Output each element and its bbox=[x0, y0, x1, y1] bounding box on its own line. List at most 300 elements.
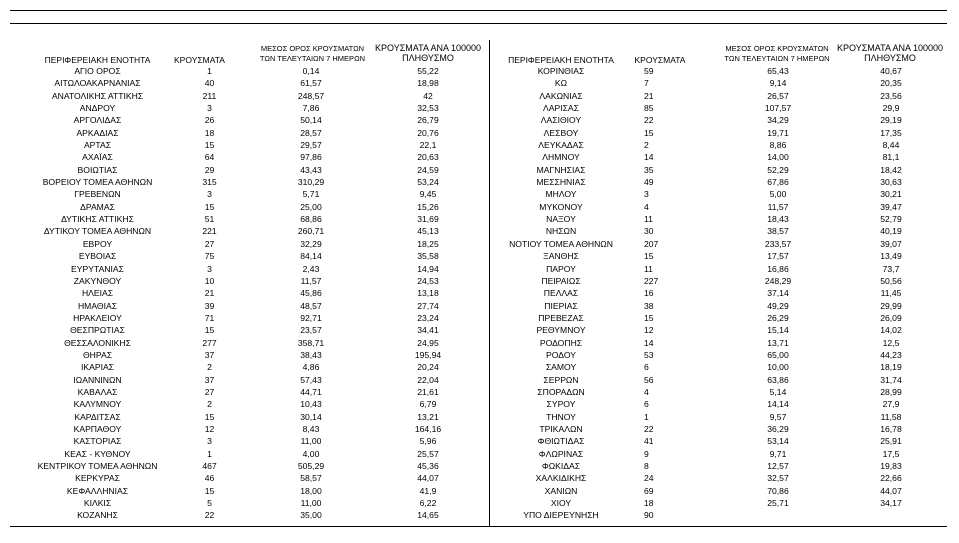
avg-cell: 19,71 bbox=[767, 127, 789, 138]
cases-cell: 15 bbox=[204, 485, 215, 496]
per100k-cell: 18,25 bbox=[417, 238, 439, 249]
per100k-cell: 20,35 bbox=[880, 78, 902, 89]
per100k-cell: 195,94 bbox=[414, 349, 442, 360]
avg-cell: 248,57 bbox=[297, 90, 325, 101]
region-cell: ΑΡΚΑΔΙΑΣ bbox=[76, 127, 119, 138]
left-header-region: ΠΕΡΙΦΕΡΕΙΑΚΗ ΕΝΟΤΗΤΑ bbox=[44, 55, 151, 65]
region-cell: ΣΠΟΡΑΔΩΝ bbox=[537, 386, 585, 397]
per100k-cell: 5,96 bbox=[419, 436, 437, 447]
right-header-cases: ΚΡΟΥΣΜΑΤΑ bbox=[634, 55, 686, 65]
avg-cell: 11,00 bbox=[300, 498, 322, 509]
avg-cell: 57,43 bbox=[300, 374, 322, 385]
region-cell: ΛΑΣΙΘΙΟΥ bbox=[540, 115, 582, 126]
avg-cell: 2,43 bbox=[302, 263, 320, 274]
avg-cell: 10,43 bbox=[300, 399, 322, 410]
cases-cell: 15 bbox=[644, 312, 654, 323]
avg-cell: 53,14 bbox=[767, 436, 789, 447]
avg-cell: 45,86 bbox=[300, 288, 322, 299]
cases-cell: 315 bbox=[202, 177, 217, 188]
region-cell: ΚΑΒΑΛΑΣ bbox=[77, 386, 118, 397]
per100k-cell: 30,63 bbox=[880, 177, 902, 188]
avg-cell: 16,86 bbox=[767, 263, 789, 274]
per100k-cell: 9,45 bbox=[419, 189, 437, 200]
cases-cell: 7 bbox=[644, 78, 649, 89]
per100k-cell: 27,9 bbox=[882, 399, 900, 410]
cases-cell: 64 bbox=[204, 152, 215, 163]
cases-cell: 1 bbox=[644, 411, 649, 422]
region-cell: ΥΠΟ ΔΙΕΡΕΥΝΗΣΗ bbox=[523, 510, 599, 521]
region-cell: ΚΕΝΤΡΙΚΟΥ ΤΟΜΕΑ ΑΘΗΝΩΝ bbox=[37, 461, 158, 471]
per100k-cell: 17,5 bbox=[882, 448, 900, 459]
per100k-cell: 39,47 bbox=[880, 201, 902, 212]
region-cell: ΠΕΛΛΑΣ bbox=[543, 288, 579, 299]
cases-cell: 227 bbox=[644, 275, 659, 286]
cases-cell: 59 bbox=[644, 66, 654, 76]
per100k-cell: 14,02 bbox=[880, 325, 902, 336]
region-cell: ΔΡΑΜΑΣ bbox=[80, 201, 115, 212]
avg-cell: 11,57 bbox=[767, 201, 789, 212]
region-cell: ΧΑΝΙΩΝ bbox=[544, 485, 578, 496]
region-cell: ΚΙΛΚΙΣ bbox=[83, 498, 112, 509]
cases-cell: 11 bbox=[644, 263, 653, 274]
avg-cell: 9,57 bbox=[769, 411, 787, 422]
avg-cell: 5,71 bbox=[302, 189, 320, 200]
avg-cell: 29,57 bbox=[300, 140, 322, 151]
avg-cell: 8,86 bbox=[769, 140, 787, 151]
cases-cell: 207 bbox=[644, 238, 659, 249]
cases-cell: 15 bbox=[644, 251, 654, 262]
cases-cell: 39 bbox=[204, 300, 215, 311]
per100k-cell: 35,58 bbox=[417, 251, 439, 262]
region-cell: ΚΑΡΔΙΤΣΑΣ bbox=[74, 411, 121, 422]
cases-cell: 15 bbox=[644, 127, 654, 138]
per100k-cell: 18,98 bbox=[417, 78, 439, 89]
region-cell: ΠΑΡΟΥ bbox=[546, 263, 576, 274]
avg-cell: 26,57 bbox=[767, 90, 789, 101]
per100k-cell: 53,24 bbox=[417, 177, 439, 188]
region-cell: ΦΛΩΡΙΝΑΣ bbox=[538, 448, 584, 459]
region-cell: ΠΙΕΡΙΑΣ bbox=[544, 300, 578, 311]
region-cell: ΜΑΓΝΗΣΙΑΣ bbox=[536, 164, 586, 175]
region-cell: ΚΑΛΥΜΝΟΥ bbox=[73, 399, 122, 410]
region-cell: ΚΑΡΠΑΘΟΥ bbox=[73, 423, 122, 434]
avg-cell: 11,00 bbox=[300, 436, 322, 447]
per100k-cell: 24,59 bbox=[417, 164, 439, 175]
per100k-cell: 30,21 bbox=[880, 189, 902, 200]
avg-cell: 17,57 bbox=[767, 251, 789, 262]
cases-cell: 37 bbox=[204, 374, 215, 385]
cases-cell: 211 bbox=[202, 90, 217, 101]
region-cell: ΧΙΟΥ bbox=[550, 498, 572, 509]
avg-cell: 233,57 bbox=[764, 238, 792, 249]
cases-cell: 37 bbox=[204, 349, 215, 360]
region-cell: ΕΒΡΟΥ bbox=[82, 238, 113, 249]
region-cell: ΤΡΙΚΑΛΩΝ bbox=[539, 423, 583, 434]
top-rule-2 bbox=[10, 23, 947, 24]
per100k-cell: 28,99 bbox=[880, 386, 902, 397]
per100k-cell: 14,94 bbox=[417, 263, 439, 274]
avg-cell: 65,43 bbox=[767, 66, 789, 76]
per100k-cell: 19,83 bbox=[880, 461, 902, 471]
right-header-avg-line2: ΤΩΝ ΤΕΛΕΥΤΑΙΩΝ 7 ΗΜΕΡΩΝ bbox=[724, 54, 830, 63]
cases-cell: 9 bbox=[644, 448, 649, 459]
cases-cell: 90 bbox=[644, 510, 654, 521]
cases-cell: 12 bbox=[644, 325, 654, 336]
region-cell: ΤΗΝΟΥ bbox=[546, 411, 576, 422]
avg-cell: 358,71 bbox=[297, 337, 325, 348]
per100k-cell: 14,65 bbox=[417, 510, 439, 521]
avg-cell: 310,29 bbox=[297, 177, 325, 188]
per100k-cell: 34,41 bbox=[417, 325, 439, 336]
region-cell: ΧΑΛΚΙΔΙΚΗΣ bbox=[535, 473, 587, 484]
avg-cell: 4,00 bbox=[302, 448, 320, 459]
region-cell: ΡΟΔΟΥ bbox=[546, 349, 576, 360]
cases-cell: 29 bbox=[204, 164, 215, 175]
region-cell: ΑΧΑΪΑΣ bbox=[82, 152, 113, 163]
cases-cell: 3 bbox=[644, 189, 649, 200]
per100k-cell: 22,1 bbox=[419, 140, 437, 151]
cases-cell: 14 bbox=[644, 152, 654, 163]
region-cell: ΒΟΙΩΤΙΑΣ bbox=[77, 164, 118, 175]
cases-cell: 21 bbox=[644, 90, 654, 101]
avg-cell: 505,29 bbox=[297, 461, 325, 471]
cases-cell: 85 bbox=[644, 103, 654, 114]
avg-cell: 25,71 bbox=[767, 498, 789, 509]
cases-cell: 75 bbox=[204, 251, 215, 262]
per100k-cell: 20,24 bbox=[417, 362, 439, 373]
left-header-cases: ΚΡΟΥΣΜΑΤΑ bbox=[174, 55, 225, 65]
avg-cell: 97,86 bbox=[300, 152, 322, 163]
per100k-cell: 73,7 bbox=[882, 263, 900, 274]
region-cell: ΚΟΖΑΝΗΣ bbox=[77, 510, 118, 521]
cases-cell: 277 bbox=[202, 337, 217, 348]
avg-cell: 7,86 bbox=[302, 103, 320, 114]
avg-cell: 52,29 bbox=[767, 164, 789, 175]
cases-cell: 22 bbox=[644, 115, 654, 126]
region-cell: ΔΥΤΙΚΟΥ ΤΟΜΕΑ ΑΘΗΝΩΝ bbox=[43, 226, 152, 237]
left-header-per100k-line2: ΠΛΗΘΥΣΜΟ bbox=[402, 53, 454, 63]
region-cell: ΚΟΡΙΝΘΙΑΣ bbox=[537, 66, 585, 76]
per100k-cell: 42 bbox=[423, 90, 433, 101]
avg-cell: 26,29 bbox=[767, 312, 789, 323]
cases-cell: 26 bbox=[204, 115, 215, 126]
avg-cell: 38,57 bbox=[767, 226, 789, 237]
per100k-cell: 31,69 bbox=[417, 214, 439, 225]
region-cell: ΣΕΡΡΩΝ bbox=[543, 374, 579, 385]
per100k-cell: 16,78 bbox=[880, 423, 902, 434]
cases-cell: 15 bbox=[204, 201, 215, 212]
region-cell: ΝΑΞΟΥ bbox=[546, 214, 576, 225]
avg-cell: 28,57 bbox=[300, 127, 322, 138]
right-header-per100k-line2: ΠΛΗΘΥΣΜΟ bbox=[864, 53, 916, 63]
cases-cell: 15 bbox=[204, 411, 215, 422]
per100k-cell: 18,19 bbox=[880, 362, 902, 373]
per100k-cell: 52,79 bbox=[880, 214, 902, 225]
region-cell: ΜΕΣΣΗΝΙΑΣ bbox=[536, 177, 586, 188]
region-cell: ΝΗΣΩΝ bbox=[545, 226, 577, 237]
per100k-cell: 29,19 bbox=[880, 115, 902, 126]
region-cell: ΛΑΡΙΣΑΣ bbox=[543, 103, 579, 114]
avg-cell: 63,86 bbox=[767, 374, 789, 385]
avg-cell: 14,00 bbox=[767, 152, 789, 163]
cases-cell: 3 bbox=[207, 103, 212, 114]
region-cell: ΚΕΑΣ - ΚΥΘΝΟΥ bbox=[64, 448, 131, 459]
region-cell: ΣΥΡΟΥ bbox=[546, 399, 576, 410]
avg-cell: 5,14 bbox=[769, 386, 787, 397]
per100k-cell: 45,13 bbox=[417, 226, 439, 237]
avg-cell: 48,57 bbox=[300, 300, 322, 311]
region-cell: ΚΩ bbox=[554, 78, 568, 89]
per100k-cell: 23,56 bbox=[880, 90, 902, 101]
avg-cell: 260,71 bbox=[297, 226, 325, 237]
avg-cell: 92,71 bbox=[300, 312, 322, 323]
per100k-cell: 13,18 bbox=[417, 288, 439, 299]
per100k-cell: 44,07 bbox=[417, 473, 439, 484]
per100k-cell: 13,49 bbox=[880, 251, 902, 262]
per100k-cell: 164,16 bbox=[414, 423, 442, 434]
per100k-cell: 39,07 bbox=[880, 238, 902, 249]
per100k-cell: 29,99 bbox=[880, 300, 902, 311]
avg-cell: 5,00 bbox=[769, 189, 787, 200]
region-cell: ΝΟΤΙΟΥ ΤΟΜΕΑ ΑΘΗΝΩΝ bbox=[509, 238, 613, 249]
avg-cell: 107,57 bbox=[764, 103, 792, 114]
avg-cell: 32,57 bbox=[767, 473, 789, 484]
per100k-cell: 27,74 bbox=[417, 300, 439, 311]
per100k-cell: 31,74 bbox=[880, 374, 902, 385]
cases-cell: 30 bbox=[644, 226, 654, 237]
avg-cell: 70,86 bbox=[767, 485, 789, 496]
region-cell: ΓΡΕΒΕΝΩΝ bbox=[74, 189, 121, 200]
avg-cell: 67,86 bbox=[767, 177, 789, 188]
per100k-cell: 44,23 bbox=[880, 349, 902, 360]
cases-cell: 56 bbox=[644, 374, 654, 385]
avg-cell: 14,14 bbox=[767, 399, 789, 410]
avg-cell: 9,71 bbox=[769, 448, 787, 459]
left-header-per100k-line1: ΚΡΟΥΣΜΑΤΑ ΑΝΑ 100000 bbox=[375, 43, 481, 53]
region-cell: ΖΑΚΥΝΘΟΥ bbox=[73, 275, 122, 286]
right-header-avg-line1: ΜΕΣΟΣ ΟΡΟΣ ΚΡΟΥΣΜΑΤΩΝ bbox=[725, 44, 829, 53]
per100k-cell: 40,19 bbox=[880, 226, 902, 237]
avg-cell: 15,14 bbox=[767, 325, 789, 336]
cases-cell: 3 bbox=[207, 436, 212, 447]
per100k-cell: 81,1 bbox=[882, 152, 900, 163]
region-cell: ΛΕΣΒΟΥ bbox=[543, 127, 579, 138]
per100k-cell: 24,53 bbox=[417, 275, 439, 286]
cases-cell: 10 bbox=[204, 275, 215, 286]
region-cell: ΘΕΣΣΑΛΟΝΙΚΗΣ bbox=[64, 337, 131, 348]
region-cell: ΗΛΕΙΑΣ bbox=[81, 288, 114, 299]
per100k-cell: 50,56 bbox=[880, 275, 902, 286]
region-cell: ΗΡΑΚΛΕΙΟΥ bbox=[73, 312, 122, 323]
avg-cell: 18,43 bbox=[767, 214, 789, 225]
cases-cell: 22 bbox=[204, 510, 215, 521]
region-cell: ΑΝΔΡΟΥ bbox=[79, 103, 116, 114]
avg-cell: 10,00 bbox=[767, 362, 789, 373]
cases-cell: 2 bbox=[207, 362, 212, 373]
avg-cell: 25,00 bbox=[300, 201, 322, 212]
per100k-cell: 44,07 bbox=[880, 485, 902, 496]
cases-cell: 15 bbox=[204, 140, 215, 151]
region-cell: ΒΟΡΕΙΟΥ ΤΟΜΕΑ ΑΘΗΝΩΝ bbox=[42, 177, 153, 188]
cases-cell: 6 bbox=[644, 362, 649, 373]
avg-cell: 18,00 bbox=[300, 485, 322, 496]
cases-cell: 27 bbox=[204, 238, 215, 249]
cases-cell: 5 bbox=[207, 498, 212, 509]
avg-cell: 13,71 bbox=[767, 337, 789, 348]
cases-cell: 27 bbox=[204, 386, 215, 397]
avg-cell: 65,00 bbox=[767, 349, 789, 360]
per100k-cell: 41,9 bbox=[419, 485, 437, 496]
top-rule bbox=[10, 10, 947, 11]
per100k-cell: 11,58 bbox=[880, 411, 902, 422]
per100k-cell: 21,61 bbox=[417, 386, 439, 397]
avg-cell: 68,86 bbox=[300, 214, 322, 225]
region-cell: ΜΗΛΟΥ bbox=[545, 189, 577, 200]
avg-cell: 43,43 bbox=[300, 164, 322, 175]
cases-cell: 4 bbox=[644, 386, 649, 397]
region-cell: ΑΓΙΟ ΟΡΟΣ bbox=[74, 66, 121, 76]
avg-cell: 30,14 bbox=[300, 411, 322, 422]
region-cell: ΦΘΙΩΤΙΔΑΣ bbox=[537, 436, 585, 447]
region-cell: ΑΝΑΤΟΛΙΚΗΣ ΑΤΤΙΚΗΣ bbox=[51, 90, 144, 101]
cases-cell: 2 bbox=[644, 140, 649, 151]
cases-cell: 49 bbox=[644, 177, 654, 188]
right-header-per100k bbox=[830, 43, 950, 63]
cases-cell: 51 bbox=[204, 214, 215, 225]
per100k-cell: 25,57 bbox=[417, 448, 439, 459]
left-header-avg-line1: ΜΕΣΟΣ ΟΡΟΣ ΚΡΟΥΣΜΑΤΩΝ bbox=[260, 44, 365, 53]
region-cell: ΑΡΓΟΛΙΔΑΣ bbox=[73, 115, 122, 126]
left-header-avg-line2: ΤΩΝ ΤΕΛΕΥΤΑΙΩΝ 7 ΗΜΕΡΩΝ bbox=[259, 54, 366, 63]
region-cell: ΘΗΡΑΣ bbox=[82, 349, 113, 360]
left-header-per100k bbox=[368, 43, 488, 63]
cases-cell: 467 bbox=[202, 461, 217, 471]
cases-cell: 3 bbox=[207, 263, 212, 274]
region-cell: ΛΗΜΝΟΥ bbox=[542, 152, 580, 163]
avg-cell: 9,14 bbox=[769, 78, 787, 89]
region-cell: ΗΜΑΘΙΑΣ bbox=[77, 300, 118, 311]
cases-cell: 6 bbox=[644, 399, 649, 410]
avg-cell: 38,43 bbox=[300, 349, 322, 360]
bottom-rule bbox=[10, 526, 947, 527]
left-header-avg bbox=[250, 44, 375, 64]
per100k-cell: 32,53 bbox=[417, 103, 439, 114]
region-cell: ΘΕΣΠΡΩΤΙΑΣ bbox=[70, 325, 125, 336]
cases-cell: 11 bbox=[644, 214, 653, 225]
per100k-cell: 40,67 bbox=[880, 66, 902, 76]
cases-cell: 24 bbox=[644, 473, 654, 484]
cases-cell: 53 bbox=[644, 349, 654, 360]
avg-cell: 37,14 bbox=[767, 288, 789, 299]
cases-cell: 18 bbox=[204, 127, 215, 138]
region-cell: ΛΕΥΚΑΔΑΣ bbox=[538, 140, 584, 151]
per100k-cell: 17,35 bbox=[880, 127, 902, 138]
per100k-cell: 6,22 bbox=[419, 498, 437, 509]
cases-cell: 69 bbox=[644, 485, 654, 496]
per100k-cell: 18,42 bbox=[880, 164, 902, 175]
region-cell: ΙΚΑΡΙΑΣ bbox=[80, 362, 114, 373]
avg-cell: 44,71 bbox=[300, 386, 322, 397]
avg-cell: 49,29 bbox=[767, 300, 789, 311]
region-cell: ΡΕΘΥΜΝΟΥ bbox=[536, 325, 586, 336]
region-cell: ΚΑΣΤΟΡΙΑΣ bbox=[73, 436, 122, 447]
cases-cell: 14 bbox=[644, 337, 654, 348]
avg-cell: 61,57 bbox=[300, 78, 322, 89]
region-cell: ΡΟΔΟΠΗΣ bbox=[539, 337, 583, 348]
per100k-cell: 8,44 bbox=[882, 140, 900, 151]
per100k-cell: 22,04 bbox=[417, 374, 439, 385]
right-header-region: ΠΕΡΙΦΕΡΕΙΑΚΗ ΕΝΟΤΗΤΑ bbox=[508, 55, 614, 65]
cases-cell: 46 bbox=[204, 473, 215, 484]
cases-cell: 38 bbox=[644, 300, 654, 311]
per100k-cell: 23,24 bbox=[417, 312, 439, 323]
cases-cell: 71 bbox=[204, 312, 215, 323]
per100k-cell: 34,17 bbox=[880, 498, 902, 509]
region-cell: ΕΥΡΥΤΑΝΙΑΣ bbox=[71, 263, 124, 274]
cases-cell: 221 bbox=[202, 226, 217, 237]
region-cell: ΚΕΡΚΥΡΑΣ bbox=[75, 473, 120, 484]
region-cell: ΜΥΚΟΝΟΥ bbox=[539, 201, 583, 212]
region-cell: ΠΡΕΒΕΖΑΣ bbox=[538, 312, 584, 323]
region-cell: ΑΡΤΑΣ bbox=[83, 140, 112, 151]
region-cell: ΞΑΝΘΗΣ bbox=[543, 251, 579, 262]
cases-cell: 18 bbox=[644, 498, 654, 509]
per100k-cell: 11,45 bbox=[880, 288, 902, 299]
per100k-cell: 25,91 bbox=[880, 436, 902, 447]
column-divider bbox=[489, 40, 490, 526]
avg-cell: 35,00 bbox=[300, 510, 322, 521]
region-cell: ΙΩΑΝΝΙΝΩΝ bbox=[73, 374, 122, 385]
cases-cell: 15 bbox=[204, 325, 215, 336]
cases-cell: 35 bbox=[644, 164, 654, 175]
avg-cell: 32,29 bbox=[300, 238, 322, 249]
avg-cell: 8,43 bbox=[302, 423, 320, 434]
region-cell: ΣΑΜΟΥ bbox=[545, 362, 577, 373]
cases-cell: 12 bbox=[204, 423, 215, 434]
avg-cell: 50,14 bbox=[300, 115, 322, 126]
per100k-cell: 22,66 bbox=[880, 473, 902, 484]
cases-cell: 3 bbox=[207, 189, 212, 200]
cases-cell: 4 bbox=[644, 201, 649, 212]
avg-cell: 0,14 bbox=[302, 66, 320, 76]
avg-cell: 34,29 bbox=[767, 115, 789, 126]
avg-cell: 58,57 bbox=[300, 473, 322, 484]
cases-cell: 21 bbox=[204, 288, 215, 299]
avg-cell: 248,29 bbox=[764, 275, 792, 286]
per100k-cell: 45,36 bbox=[417, 461, 439, 471]
avg-cell: 36,29 bbox=[767, 423, 789, 434]
right-header-avg bbox=[712, 44, 842, 64]
per100k-cell: 24,95 bbox=[417, 337, 439, 348]
cases-cell: 22 bbox=[644, 423, 654, 434]
per100k-cell: 26,09 bbox=[880, 312, 902, 323]
per100k-cell: 29,9 bbox=[882, 103, 900, 114]
per100k-cell: 6,79 bbox=[419, 399, 437, 410]
region-cell: ΑΙΤΩΛΟΑΚΑΡΝΑΝΙΑΣ bbox=[54, 78, 141, 89]
per100k-cell: 26,79 bbox=[417, 115, 439, 126]
cases-cell: 1 bbox=[207, 66, 212, 76]
cases-cell: 41 bbox=[644, 436, 654, 447]
avg-cell: 11,57 bbox=[300, 275, 322, 286]
region-cell: ΚΕΦΑΛΛΗΝΙΑΣ bbox=[66, 485, 129, 496]
per100k-cell: 12,5 bbox=[882, 337, 900, 348]
cases-cell: 16 bbox=[644, 288, 654, 299]
avg-cell: 84,14 bbox=[300, 251, 322, 262]
region-cell: ΔΥΤΙΚΗΣ ΑΤΤΙΚΗΣ bbox=[61, 214, 134, 225]
cases-cell: 2 bbox=[207, 399, 212, 410]
per100k-cell: 20,76 bbox=[417, 127, 439, 138]
cases-cell: 1 bbox=[207, 448, 212, 459]
